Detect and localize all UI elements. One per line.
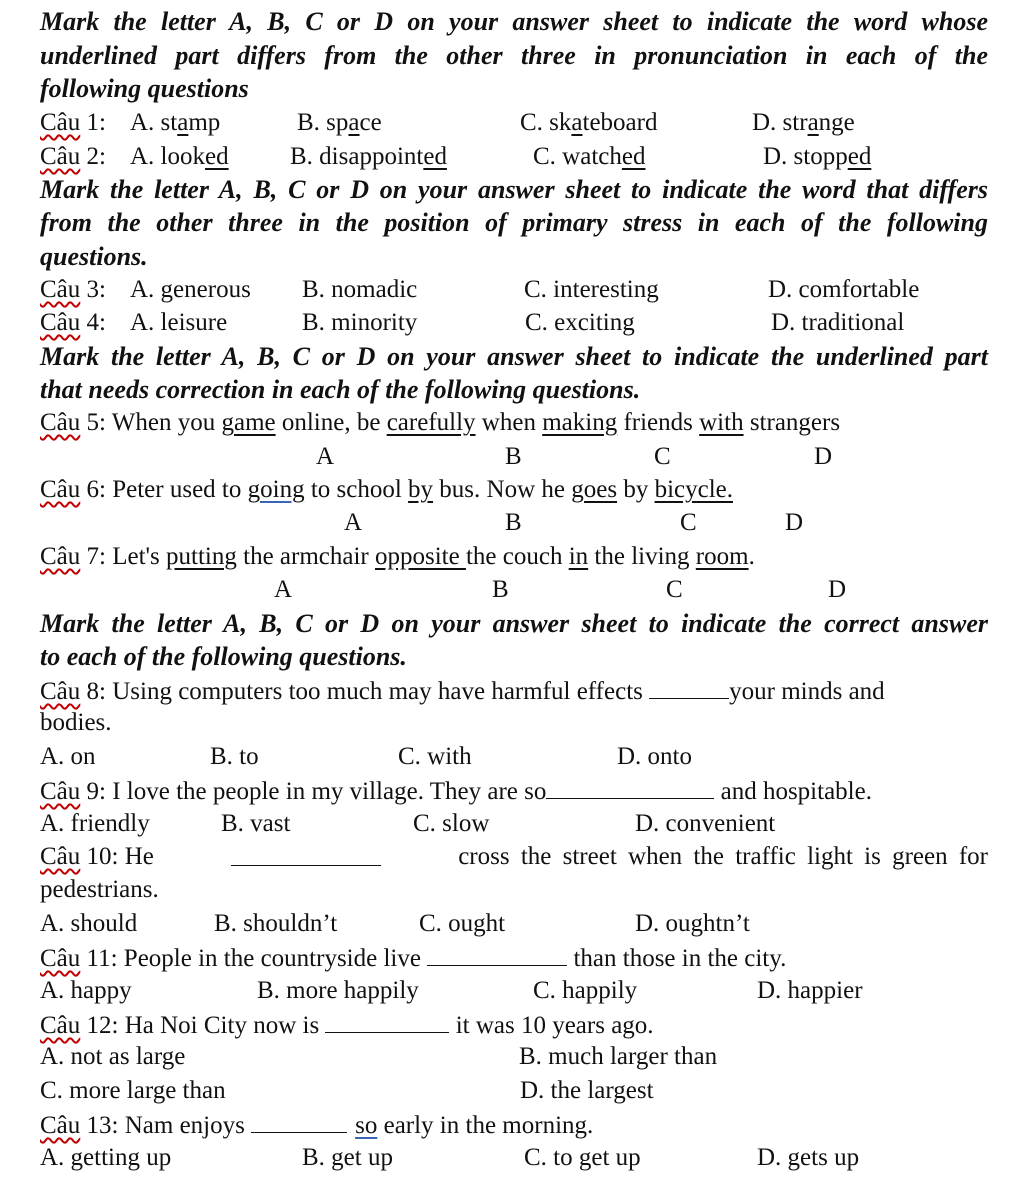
cau-word: Câu: [40, 945, 81, 972]
underlined-part-d: room: [695, 543, 749, 570]
question-1-option-c: C. skateboard: [520, 109, 658, 136]
question-7-label-b: B: [492, 576, 509, 603]
cau-word: Câu: [40, 409, 81, 436]
question-1-option-d: D. strange: [752, 109, 855, 136]
question-2-option-b: B. disappointed: [290, 143, 447, 170]
question-7-label-d: D: [828, 576, 847, 603]
question-1-option-a: A. stamp: [130, 109, 221, 136]
question-6-label-c: C: [680, 509, 697, 536]
question-5-label-b: B: [505, 443, 522, 470]
cau-word: Câu: [40, 1112, 81, 1139]
section-4-heading-line-2: to each of the following questions.: [40, 642, 407, 671]
question-9-option-b: B. vast: [221, 810, 291, 837]
question-number: 4:: [80, 309, 106, 336]
question-number: 2:: [80, 143, 106, 170]
question-11-option-a: A. happy: [40, 977, 132, 1004]
underlined-part-a: game: [221, 409, 276, 436]
question-11-option-d: D. happier: [757, 977, 863, 1004]
question-8-option-c: C. with: [398, 743, 472, 770]
question-13-stem: Câu 13: Nam enjoys so early in the morning.: [40, 1108, 593, 1142]
cau-word: Câu: [40, 276, 81, 303]
answer-blank: [325, 1008, 449, 1033]
cau-word: Câu: [40, 1012, 81, 1039]
question-4-option-b: B. minority: [302, 309, 418, 336]
section-3-heading-line-1: Mark the letter A, B, C or D on your answer sheet to indicate the underlined part: [40, 342, 988, 371]
underlined-part-c: in: [568, 543, 589, 570]
question-10-option-d: D. oughtn’t: [635, 910, 750, 937]
question-5-label-c: C: [654, 443, 671, 470]
section-2-heading-line-3: questions.: [40, 242, 148, 271]
answer-blank: [546, 774, 714, 799]
underlined-part-c: making: [542, 409, 618, 436]
question-13-option-c: C. to get up: [524, 1144, 641, 1171]
underlined-part-b: opposite: [375, 543, 466, 570]
question-11-stem: Câu 11: People in the countryside live than those in the city.: [40, 941, 786, 975]
underlined-part-c: goes: [571, 476, 618, 503]
question-8-stem-line-2: bodies.: [40, 709, 112, 736]
question-10-stem: Câu 10: He cross the street when the traffic light is green for: [40, 843, 988, 870]
question-9-option-d: D. convenient: [635, 810, 776, 837]
question-2-option-d: D. stopped: [763, 143, 872, 170]
question-10-option-a: A. should: [40, 910, 138, 937]
underlined-part-d: bicycle.: [654, 476, 733, 503]
question-12-option-a: A. not as large: [40, 1043, 186, 1070]
question-3-option-a: A. generous: [130, 276, 251, 303]
section-4-heading-line-1: Mark the letter A, B, C or D on your answer sheet to indicate the correct answer: [40, 609, 988, 638]
underlined-part-a: putting: [166, 543, 237, 570]
question-13-option-a: A. getting up: [40, 1144, 172, 1171]
question-6-label-a: A: [344, 509, 363, 536]
question-3-option-b: B. nomadic: [302, 276, 418, 303]
answer-blank: [231, 841, 381, 866]
question-8-option-a: A. on: [40, 743, 96, 770]
cau-word: Câu: [40, 678, 81, 705]
question-5-sentence: Câu 5: When you game online, be carefully when making friends with strangers: [40, 409, 841, 436]
question-5-label-d: D: [814, 443, 833, 470]
question-11-option-b: B. more happily: [257, 977, 419, 1004]
question-2-label: [40, 141, 106, 173]
cau-word: Câu: [40, 309, 81, 336]
question-10-option-b: B. shouldn’t: [214, 910, 338, 937]
question-3-option-c: C. interesting: [524, 276, 659, 303]
section-1-heading-line-2: underlined part differs from the other three in pronunciation in each of the: [40, 41, 988, 70]
question-9-option-c: C. slow: [413, 810, 490, 837]
question-11-option-c: C. happily: [533, 977, 638, 1004]
question-3-label: [40, 274, 106, 306]
section-3-heading-line-2: that needs correction in each of the following questions.: [40, 375, 641, 404]
cau-word: Câu: [40, 778, 81, 805]
question-3-option-d: D. comfortable: [768, 276, 920, 303]
section-1-heading-line-1: Mark the letter A, B, C or D on your answer sheet to indicate the word whose: [40, 7, 988, 36]
underlined-part-b: by: [408, 476, 434, 503]
answer-blank: [649, 674, 729, 699]
question-12-option-b: B. much larger than: [519, 1043, 718, 1070]
question-number: 1:: [80, 109, 106, 136]
section-2-heading-line-2: from the other three in the position of primary stress in each of the following: [40, 208, 988, 237]
question-9-stem: Câu 9: I love the people in my village. They are so and hospitable.: [40, 774, 872, 808]
question-8-stem: Câu 8: Using computers too much may have harmful effects your minds and: [40, 674, 885, 708]
question-1-label: [40, 107, 106, 139]
question-13-option-b: B. get up: [302, 1144, 393, 1171]
underlined-part-a: going: [247, 476, 305, 503]
question-8-option-d: D. onto: [617, 743, 692, 770]
answer-blank: [427, 941, 567, 966]
question-7-sentence: Câu 7: Let's putting the armchair opposite the couch in the living room.: [40, 543, 755, 570]
underlined-word: so: [355, 1112, 378, 1139]
cau-word: Câu: [40, 109, 81, 136]
question-13-option-d: D. gets up: [757, 1144, 860, 1171]
underlined-part-b: carefully: [386, 409, 476, 436]
question-1-option-b: B. space: [297, 109, 382, 136]
question-4-option-a: A. leisure: [130, 309, 228, 336]
section-2-heading-line-1: Mark the letter A, B, C or D on your answer sheet to indicate the word that differs: [40, 175, 988, 204]
question-12-option-c: C. more large than: [40, 1077, 226, 1104]
cau-word: Câu: [40, 143, 81, 170]
underlined-part-d: with: [699, 409, 744, 436]
question-7-label-a: A: [274, 576, 293, 603]
question-7-label-c: C: [666, 576, 683, 603]
question-number: 3:: [80, 276, 106, 303]
question-12-stem: Câu 12: Ha Noi City now is it was 10 years ago.: [40, 1008, 654, 1042]
question-6-label-b: B: [505, 509, 522, 536]
question-4-label: [40, 307, 106, 339]
question-4-option-d: D. traditional: [771, 309, 905, 336]
cau-word: Câu: [40, 476, 81, 503]
cau-word: Câu: [40, 843, 81, 870]
question-10-option-c: C. ought: [419, 910, 506, 937]
question-9-option-a: A. friendly: [40, 810, 150, 837]
question-12-option-d: D. the largest: [520, 1077, 654, 1104]
answer-blank: [251, 1108, 347, 1133]
question-2-option-a: A. looked: [130, 143, 229, 170]
cau-word: Câu: [40, 543, 81, 570]
question-8-option-b: B. to: [210, 743, 259, 770]
question-6-sentence: Câu 6: Peter used to going to school by bus. Now he goes by bicycle.: [40, 476, 733, 503]
question-2-option-c: C. watched: [533, 143, 646, 170]
question-6-label-d: D: [785, 509, 804, 536]
question-4-option-c: C. exciting: [525, 309, 635, 336]
question-10-stem-line-2: pedestrians.: [40, 876, 159, 903]
question-5-label-a: A: [316, 443, 335, 470]
section-1-heading-line-3: following questions: [40, 74, 249, 103]
